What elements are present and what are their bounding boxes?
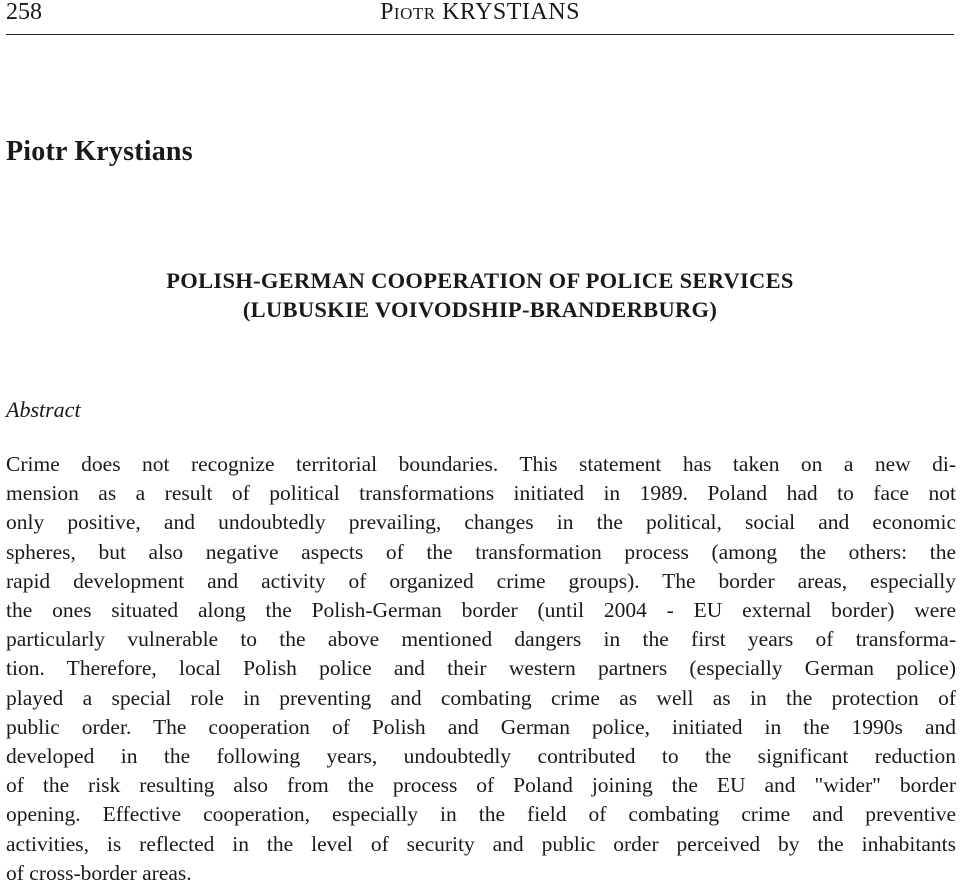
abstract-line: the ones situated along the Polish-German border (until 2004 - EU external border) were	[6, 598, 956, 623]
abstract-line: mension as a result of political transformations initiated in 1989. Poland had to face not	[6, 481, 956, 506]
author-name: Piotr Krystians	[6, 136, 193, 167]
abstract-line: opening. Effective cooperation, especially in the field of combating crime and preventive	[6, 802, 956, 827]
running-title	[6, 0, 954, 24]
abstract-line: tion. Therefore, local Polish police and their western partners (especially German police)	[6, 656, 956, 681]
abstract-line: developed in the following years, undoubtedly contributed to the significant reduction	[6, 744, 956, 769]
abstract-line: Crime does not recognize territorial boundaries. This statement has taken on a new di-	[6, 452, 956, 476]
abstract-heading: Abstract	[6, 397, 81, 422]
page-number: 258	[6, 0, 42, 25]
abstract-line: played a special role in preventing and combating crime as well as in the protection of	[6, 685, 956, 710]
article-title-line-1: POLISH-GERMAN COOPERATION OF POLICE SERVICES	[166, 268, 794, 293]
abstract-line: only positive, and undoubtedly prevailing, changes in the political, social and economic	[6, 510, 956, 535]
abstract-body	[6, 450, 956, 888]
abstract-line: of cross-border areas.	[6, 860, 192, 885]
abstract-line: particularly vulnerable to the above mentioned dangers in the first years of transforma-	[6, 627, 956, 652]
abstract-line: activities, is reflected in the level of security and public order perceived by the inhabitants	[6, 831, 956, 856]
running-head	[6, 0, 954, 35]
abstract-line: public order. The cooperation of Polish and German police, initiated in the 1990s and	[6, 714, 956, 739]
running-title-rest: KRYSTIANS	[435, 0, 580, 25]
abstract-line: spheres, but also negative aspects of the transformation process (among the others: the	[6, 539, 956, 564]
article-title	[0, 266, 960, 324]
article-title-line-2: (LUBUSKIE VOIVODSHIP-BRANDERBURG)	[242, 297, 718, 322]
abstract-line: rapid development and activity of organized crime groups). The border areas, especially	[6, 568, 956, 593]
abstract-line: of the risk resulting also from the process of Poland joining the EU and "wider" border	[6, 773, 956, 798]
running-title-first: Piotr	[380, 0, 436, 25]
